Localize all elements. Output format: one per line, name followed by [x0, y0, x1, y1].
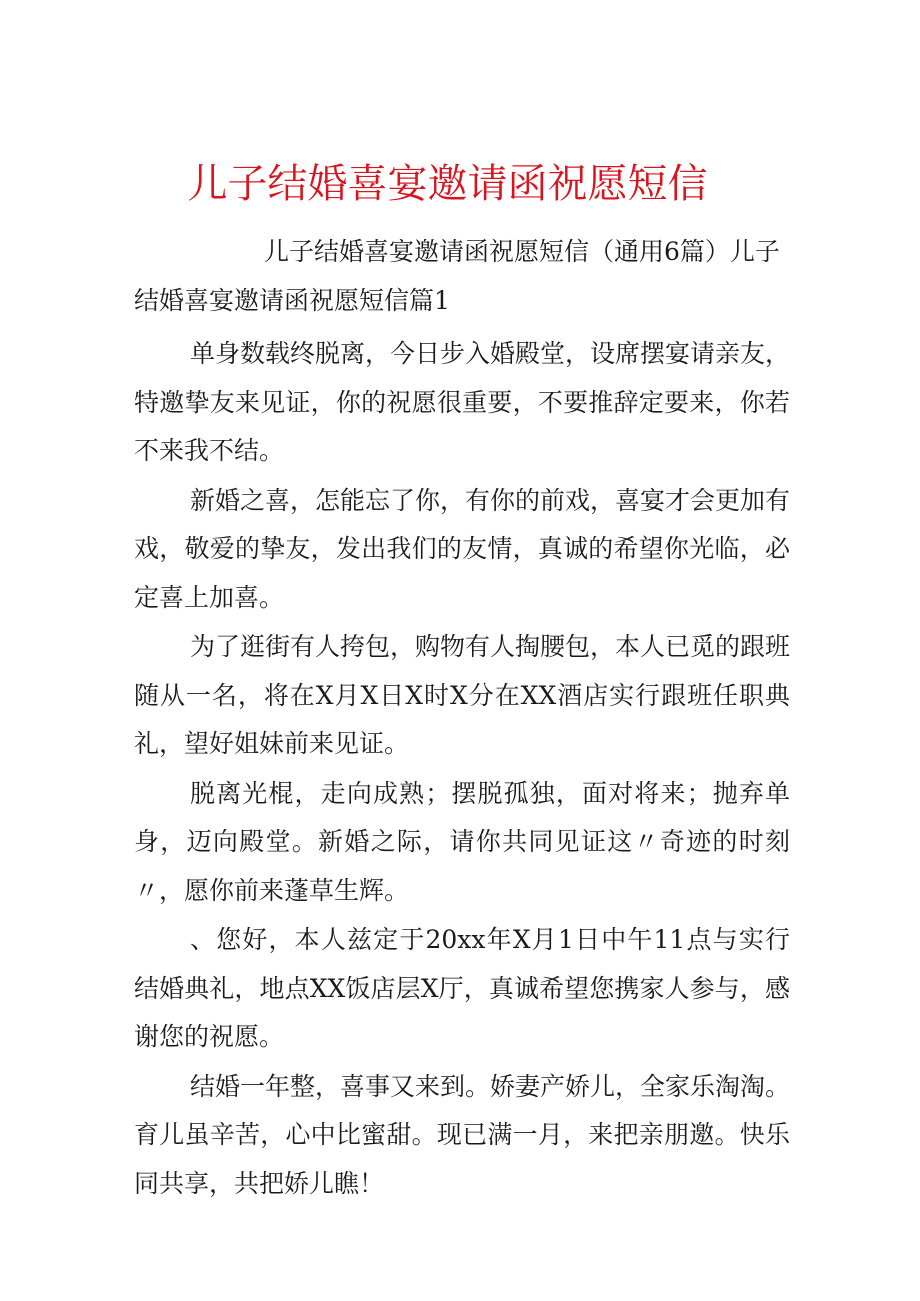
document-body — [134, 228, 790, 1208]
paragraph-1: 单身数载终脱离，今日步入婚殿堂，设席摆宴请亲友，特邀挚友来见证，你的祝愿很重要，不要推辞定要来，你若不来我不结。 — [134, 339, 791, 465]
paragraph-3: 为了逛街有人挎包，购物有人掏腰包，本人已觅的跟班随从一名，将在X月X日X时X分在XX酒店实行跟班任职典礼，望好姐妹前来见证。 — [134, 632, 791, 758]
intro-paragraph: 儿子结婚喜宴邀请函祝愿短信（通用6篇）儿子结婚喜宴邀请函祝愿短信篇1 — [134, 237, 780, 315]
paragraph-5: 、您好，本人兹定于20xx年X月1日中午11点与实行结婚典礼，地点XX饭店层X厅，真诚希望您携家人参与，感谢您的祝愿。 — [134, 925, 790, 1051]
paragraph-4: 脱离光棍，走向成熟；摆脱孤独，面对将来；抛弃单身，迈向殿堂。新婚之际，请你共同见证这〃奇迹的时刻〃，愿你前来蓬草生辉。 — [134, 778, 790, 905]
document-title: 儿子结婚喜宴邀请函祝愿短信 — [187, 161, 708, 207]
paragraph-2: 新婚之喜，怎能忘了你，有你的前戏，喜宴才会更加有戏，敬爱的挚友，发出我们的友情，真诚的希望你光临，必定喜上加喜。 — [134, 485, 791, 612]
paragraph-6: 结婚一年整，喜事又来到。娇妻产娇儿，全家乐淘淘。育儿虽辛苦，心中比蜜甜。现已满一月，来把亲朋邀。快乐同共享，共把娇儿瞧！ — [134, 1071, 791, 1198]
